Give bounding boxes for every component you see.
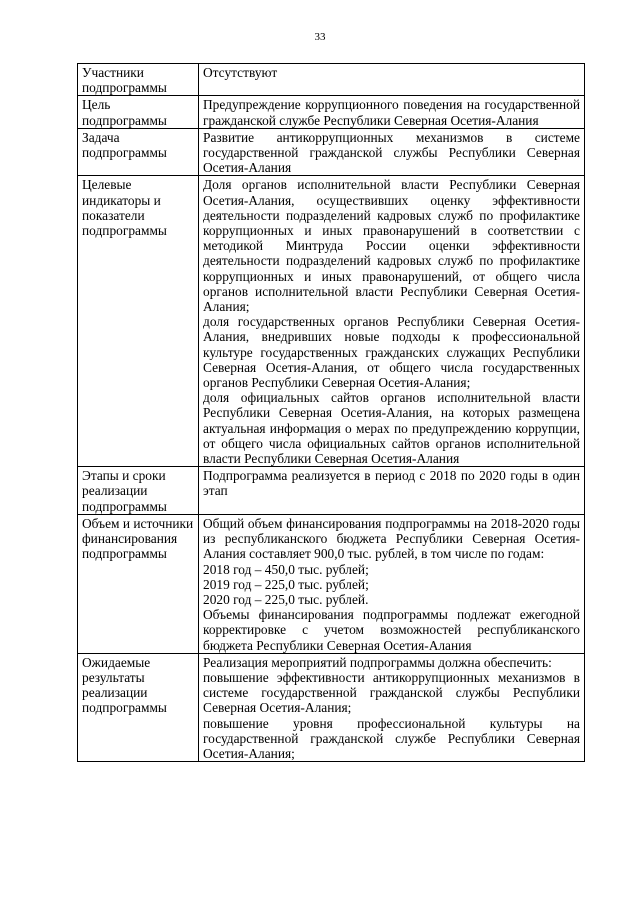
indicators-value: [199, 176, 585, 467]
funding-label: Объем и источники финансирования подпрограммы: [78, 514, 199, 653]
row-stages: [78, 467, 585, 515]
results-label: Ожидаемые результаты реализации подпрограммы: [78, 653, 199, 761]
stages-text: Подпрограмма реализуется в период с 2018 по 2020 годы в один этап: [203, 468, 580, 499]
task-value: [199, 128, 585, 176]
goal-text: Предупреждение коррупционного поведения на государственной гражданской службе Республики Северная Осетия-Алания: [203, 97, 580, 128]
task-label: Задача подпрограммы: [78, 128, 199, 176]
subprogram-passport-table: [77, 63, 585, 762]
results-value: [199, 653, 585, 761]
indicator-paragraph: доля официальных сайтов органов исполнительной власти Республики Северная Осетия-Алания, на которых размещена актуальная информация о мерах по предупреждению коррупции, от общего числа официальных сайтов органов исполнительной власти Республики Северная Осетия-Алания: [203, 390, 580, 467]
funding-paragraph: Общий объем финансирования подпрограммы на 2018-2020 годы из республиканского бюджета Республики Северная Осетия-Алания составляет 900,0 тыс. рублей, в том числе по годам:: [203, 515, 580, 562]
page-number: 33: [314, 31, 326, 43]
goal-value: [199, 96, 585, 128]
participants-label: Участники подпрограммы: [78, 64, 199, 96]
funding-value: [199, 514, 585, 653]
results-paragraph: Реализация мероприятий подпрограммы должна обеспечить:: [203, 654, 552, 670]
row-participants: [78, 64, 585, 96]
row-task: [78, 128, 585, 176]
row-funding: [78, 514, 585, 653]
stages-label: Этапы и сроки реализации подпрограммы: [78, 467, 199, 515]
participants-value: [199, 64, 585, 96]
goal-label: Цель подпрограммы: [78, 96, 199, 128]
results-paragraph: повышение уровня профессиональной культуры на государственной гражданской службе Республики Северная Осетия-Алания;: [203, 715, 580, 761]
funding-year-line: 2019 год – 225,0 тыс. рублей;: [203, 576, 369, 592]
participants-text: Отсутствуют: [203, 65, 278, 80]
task-text: Развитие антикоррупционных механизмов в системе государственной гражданской службы Республики Северная Осетия-Алания: [203, 129, 580, 176]
row-goal: [78, 96, 585, 128]
indicators-label: Целевые индикаторы и показатели подпрограммы: [78, 176, 199, 467]
funding-paragraph: Объемы финансирования подпрограммы подлежат ежегодной корректировке с учетом возможностей республиканского бюджета Республики Северная Осетия-Алания: [203, 607, 580, 653]
funding-year-line: 2020 год – 225,0 тыс. рублей.: [203, 591, 369, 607]
results-paragraph: повышение эффективности антикоррупционных механизмов в системе государственной гражданской службы Республики Северная Осетия-Алания;: [203, 669, 580, 716]
stages-value: [199, 467, 585, 515]
indicator-paragraph: Доля органов исполнительной власти Республики Северная Осетия-Алания, осуществивших оценку эффективности деятельности подразделений кадровых служб по профилактике коррупционных и иных правонарушений в соответствии с методикой Минтруда России оценки эффективности деятельности подразделений кадровых служб по профилактике коррупционных и иных правонарушений, от общего числа органов исполнительной власти Республики Северная Осетия-Алания;: [203, 177, 580, 315]
funding-year-line: 2018 год – 450,0 тыс. рублей;: [203, 561, 369, 577]
row-indicators: [78, 176, 585, 467]
indicator-paragraph: доля государственных органов Республики Северная Осетия-Алания, внедривших новые подходы к профессиональной культуре государственных гражданских служащих Республики Северная Осетия-Алания, от общего числа государственных органов Республики Северная Осетия-Алания;: [203, 314, 580, 391]
row-results: [78, 653, 585, 761]
